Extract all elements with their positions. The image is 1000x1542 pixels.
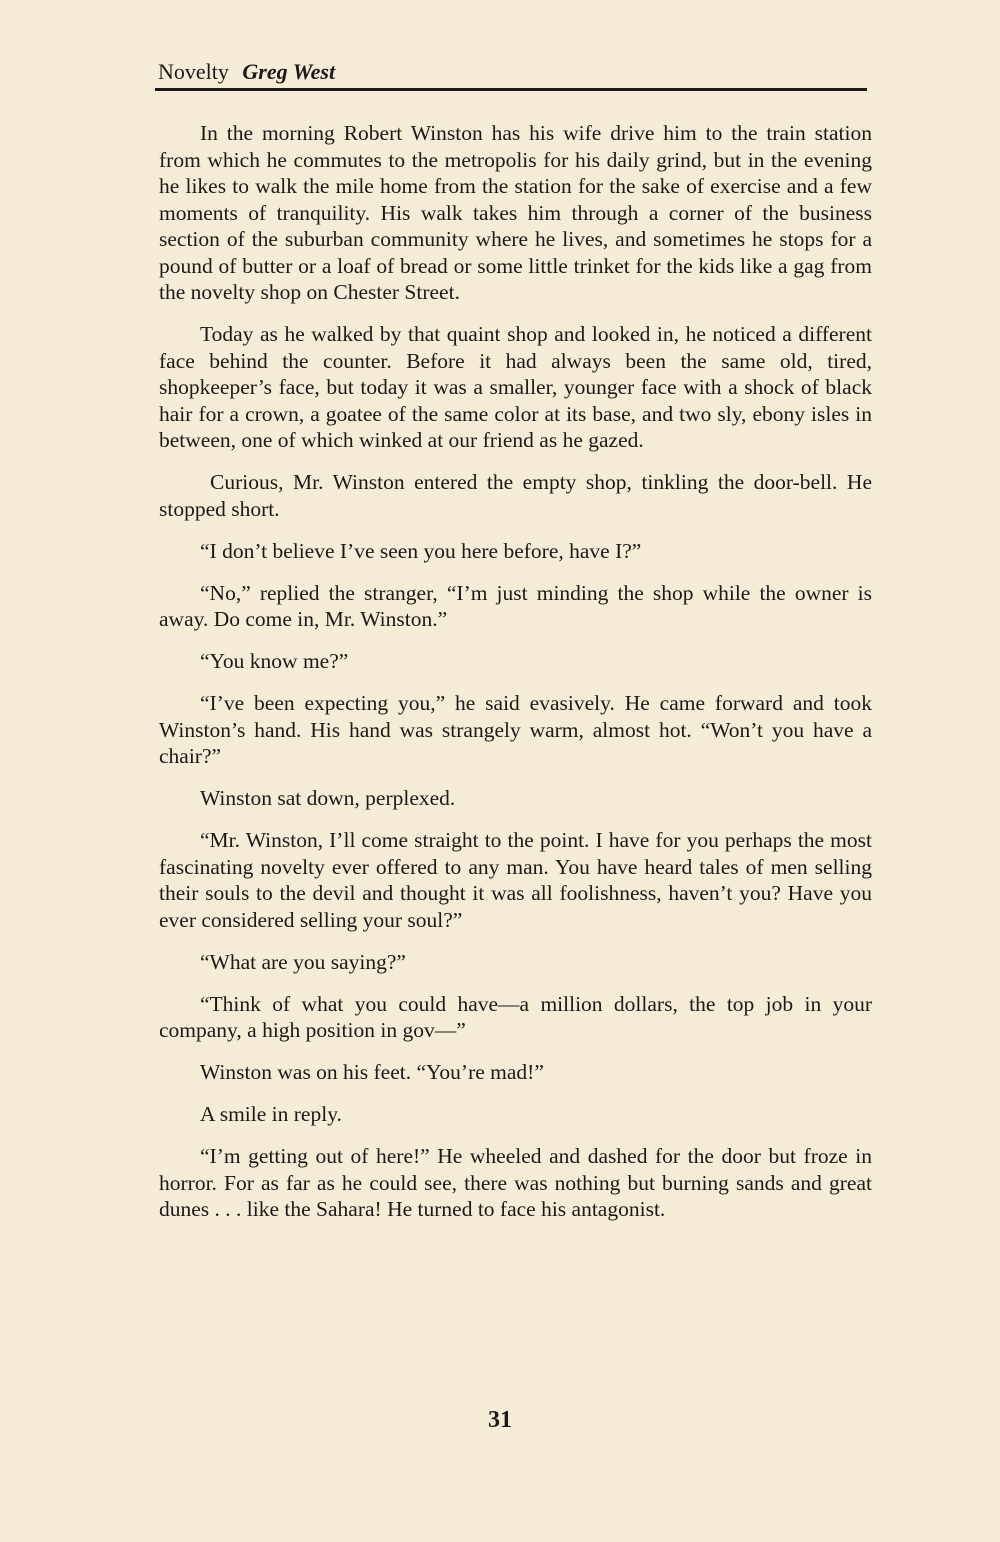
paragraph: In the morning Robert Winston has his wife drive him to the train station from which he commutes to the metropolis for his daily grind, but in the evening he likes to walk the mile home from the station for the sake of exercise and a few moments of tranquility. His walk takes him through a corner of the business section of the suburban community where he lives, and sometimes he stops for a pound of butter or a loaf of bread or some little trinket for the kids like a gag from the novelty shop on Chester Street. bbox=[159, 121, 872, 304]
paragraph: “What are you saying?” bbox=[200, 949, 406, 974]
paragraph: “You know me?” bbox=[200, 649, 349, 673]
header-rule bbox=[155, 88, 867, 91]
page-number: 31 bbox=[488, 1407, 512, 1433]
paragraph: “I’m getting out of here!” He wheeled and dashed for the door but froze in horror. For as far as he could see, there was nothing but burning sands and great dunes . . . like the Sahara! He turned to face his antagonist. bbox=[159, 1144, 872, 1221]
story-body bbox=[159, 120, 872, 1238]
paragraph: A smile in reply. bbox=[200, 1102, 342, 1126]
paragraph: Winston sat down, perplexed. bbox=[200, 786, 456, 810]
running-head bbox=[158, 58, 335, 86]
paragraph: “I don’t believe I’ve seen you here before, have I?” bbox=[200, 538, 642, 563]
author-name: Greg West bbox=[242, 59, 336, 84]
paragraph: Today as he walked by that quaint shop and looked in, he noticed a different face behind the counter. Before it had always been the same old, tired, shopkeeper’s face, but today it was a smaller, younger face with a shock of black hair for a crown, a goatee of the same color at its base, and two sly, ebony isles in between, one of which winked at our friend as he gazed. bbox=[159, 322, 872, 452]
paragraph: “Mr. Winston, I’ll come straight to the point. I have for you perhaps the most fascinating novelty ever offered to any man. You have heard tales of men selling their souls to the devil and thought it was all foolishness, haven’t you? Have you ever considered selling your soul?” bbox=[159, 828, 872, 932]
paragraph: “Think of what you could have—a million dollars, the top job in your company, a high position in gov—” bbox=[159, 991, 872, 1042]
story-title: Novelty bbox=[158, 59, 229, 84]
paragraph: Curious, Mr. Winston entered the empty shop, tinkling the door-bell. He stopped short. bbox=[159, 470, 872, 521]
paragraph: “No,” replied the stranger, “I’m just minding the shop while the owner is away. Do come in, Mr. Winston.” bbox=[159, 580, 872, 631]
paragraph: “I’ve been expecting you,” he said evasively. He came forward and took Winston’s hand. His hand was strangely warm, almost hot. “Won’t you have a chair?” bbox=[159, 691, 872, 768]
paragraph: Winston was on his feet. “You’re mad!” bbox=[200, 1060, 544, 1084]
